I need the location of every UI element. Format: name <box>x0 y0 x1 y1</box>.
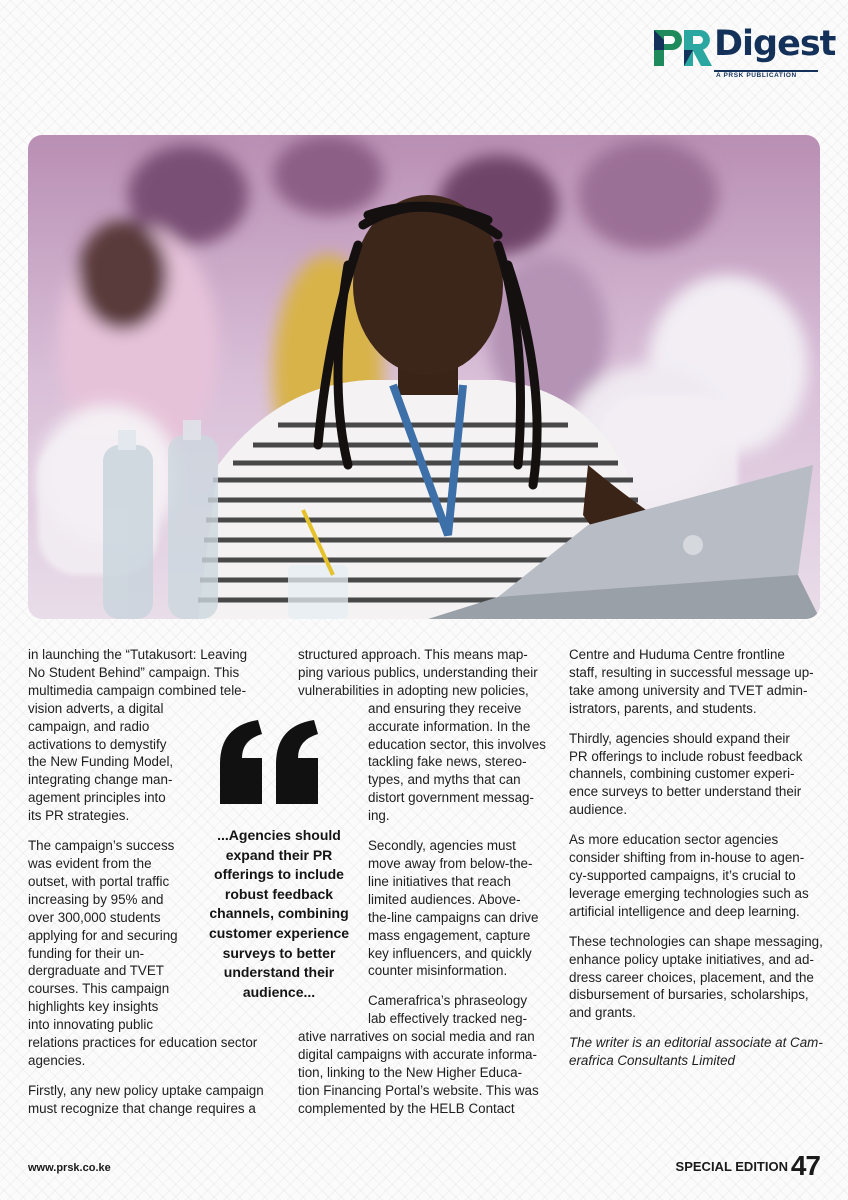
text-line: agencies. <box>28 1052 86 1068</box>
footer-edition-label: SPECIAL EDITION <box>675 1159 788 1174</box>
text-line: Secondly, agencies must <box>368 838 516 854</box>
article-column-3 <box>569 646 821 1082</box>
text-line: erafrica Consultants Limited <box>569 1053 735 1069</box>
text-line: campaign, and radio <box>28 718 150 734</box>
col3-paragraph-4 <box>569 933 821 1023</box>
text-line: over 300,000 students <box>28 909 161 925</box>
logo-tagline: A PRSK PUBLICATION <box>716 72 797 79</box>
text-line: dergraduate and TVET <box>28 963 164 979</box>
text-line: its PR strategies. <box>28 808 130 824</box>
col3-paragraph-1 <box>569 646 821 718</box>
text-line: enhance policy uptake initiatives, and ad- <box>569 951 814 967</box>
text-line: funding for their un- <box>28 945 145 961</box>
text-line: activations to demystify <box>28 736 167 752</box>
text-line: staff, resulting in successful message up- <box>569 664 814 680</box>
text-line: the-line campaigns can drive <box>368 909 539 925</box>
text-line: istrators, parents, and students. <box>569 700 757 716</box>
pull-quote-line: ...Agencies should <box>217 827 341 843</box>
pull-quote-line: audience... <box>242 983 316 1000</box>
text-line: line initiatives that reach <box>368 873 511 889</box>
text-line: mass engagement, capture <box>368 927 531 943</box>
text-line: disbursement of bursaries, scholarships, <box>569 987 809 1003</box>
text-line: limited audiences. Above- <box>368 891 521 907</box>
text-line: key influencers, and quickly <box>368 945 532 961</box>
text-line: relations practices for education sector <box>28 1035 258 1051</box>
text-line: structured approach. This means map- <box>298 647 528 662</box>
text-line: tion Financing Portal’s website. This was <box>298 1082 539 1098</box>
pull-quote-line: offerings to include <box>214 866 344 883</box>
event-photo-icon <box>28 135 820 619</box>
text-line: in launching the “Tutakusort: Leaving <box>28 647 248 662</box>
logo-wordmark: Digest <box>714 24 836 64</box>
text-line: complemented by the HELB Contact <box>298 1100 515 1116</box>
pull-quote-line: channels, combining <box>209 905 349 922</box>
text-line: outset, with portal traffic <box>28 873 170 889</box>
footer-website-link[interactable]: www.prsk.co.ke <box>28 1162 111 1174</box>
page-number: 47 <box>790 1150 820 1181</box>
text-line: ence surveys to better understand their <box>569 784 802 800</box>
text-line: and ensuring they receive <box>368 700 522 716</box>
article-column-2 <box>298 646 552 1130</box>
pull-quote-line: surveys to better <box>222 944 336 961</box>
pull-quote-line: customer experience <box>208 924 350 941</box>
pull-quote-line: understand their <box>223 964 335 981</box>
col2-paragraph-1 <box>298 646 552 825</box>
col3-paragraph-3 <box>569 831 821 921</box>
text-line: tackling fake news, stereo- <box>368 754 527 770</box>
text-line: As more education sector agencies <box>569 832 779 848</box>
text-line: courses. This campaign <box>28 981 170 997</box>
text-line: types, and myths that can <box>368 772 521 788</box>
text-line: These technologies can shape messaging, <box>569 933 823 949</box>
text-line: was evident from the <box>28 855 152 871</box>
text-line: audience. <box>569 802 628 818</box>
text-line: The writer is an editorial associate at Cam- <box>569 1035 823 1051</box>
text-line: ative narratives on social media and ran <box>298 1029 535 1045</box>
text-line: dress career choices, placement, and the <box>569 969 814 985</box>
col2-paragraph-2 <box>298 837 552 980</box>
text-line: ping various publics, understanding their <box>298 664 538 680</box>
text-line: vulnerabilities in adopting new policies, <box>298 682 529 698</box>
text-line: move away from below-the- <box>368 855 533 871</box>
text-line: artificial intelligence and deep learning. <box>569 903 800 919</box>
col3-paragraph-2 <box>569 730 821 820</box>
text-line: Thirdly, agencies should expand their <box>569 730 790 746</box>
pr-mark-icon <box>652 26 714 70</box>
text-line: must recognize that change requires a <box>28 1100 256 1116</box>
text-line: agement principles into <box>28 790 166 806</box>
text-line: education sector, this involves <box>368 736 546 752</box>
author-byline <box>569 1034 821 1070</box>
text-line: digital campaigns with accurate informa- <box>298 1047 537 1063</box>
text-line: consider shifting from in-house to agen- <box>569 850 805 866</box>
text-line: channels, combining customer experi- <box>569 766 795 782</box>
prdigest-logo <box>652 24 836 82</box>
col1-paragraph-3 <box>28 1082 274 1118</box>
text-line: No Student Behind” campaign. This <box>28 664 240 680</box>
text-line: multimedia campaign combined tele- <box>28 682 247 698</box>
pull-quote-line: robust feedback <box>224 885 334 902</box>
text-line: increasing by 95% and <box>28 891 164 907</box>
text-line: tion, linking to the New Higher Educa- <box>298 1064 523 1080</box>
pull-quote-line: expand their PR <box>225 846 333 863</box>
text-line: distort government messag- <box>368 790 534 806</box>
text-line: Camerafrica’s phraseology <box>368 993 528 1009</box>
text-line: integrating change man- <box>28 772 173 788</box>
text-line: counter misinformation. <box>368 963 508 979</box>
text-line: ing. <box>368 808 390 824</box>
text-line: and grants. <box>569 1005 636 1021</box>
text-line: applying for and securing <box>28 927 178 943</box>
text-line: cy-supported campaigns, it’s crucial to <box>569 867 796 883</box>
text-line: take among university and TVET admin- <box>569 682 808 698</box>
text-line: leverage emerging technologies such as <box>569 885 809 901</box>
text-line: into innovating public <box>28 1017 154 1033</box>
text-line: lab effectively tracked neg- <box>368 1011 528 1027</box>
text-line: highlights key insights <box>28 999 159 1015</box>
text-line: vision adverts, a digital <box>28 700 164 716</box>
text-line: the New Funding Model, <box>28 754 174 770</box>
text-line: The campaign’s success <box>28 838 175 854</box>
col2-paragraph-3 <box>298 992 552 1117</box>
text-line: PR offerings to include robust feedback <box>569 748 803 764</box>
text-line: Firstly, any new policy uptake campaign <box>28 1082 264 1098</box>
text-line: accurate information. In the <box>368 718 531 734</box>
text-line: Centre and Huduma Centre frontline <box>569 647 785 662</box>
article-photo <box>28 135 820 619</box>
